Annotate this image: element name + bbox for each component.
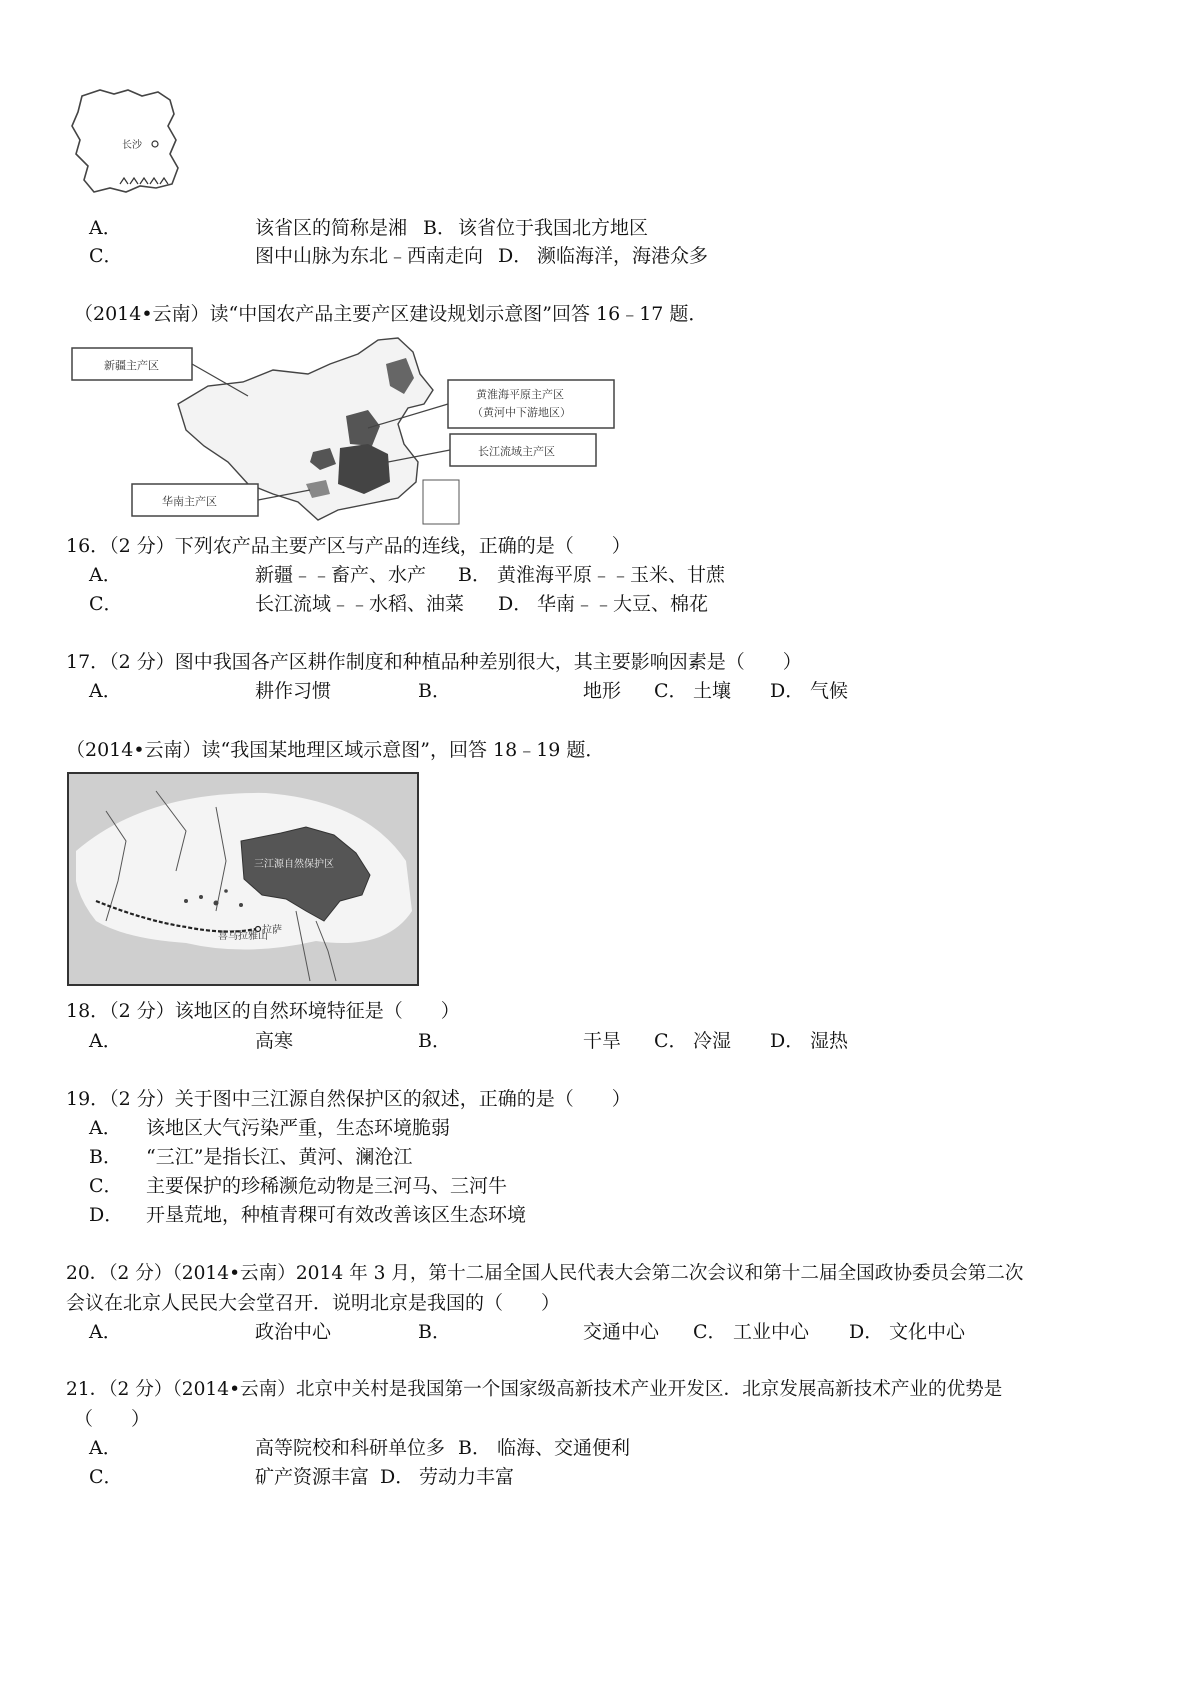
- q20-option-a-text: 政治中心: [255, 1321, 332, 1343]
- q16-option-b-letter: B．: [458, 564, 491, 586]
- q17-option-b-text: 地形: [583, 680, 622, 702]
- q20-stem-line2: 会议在北京人民民大会堂召开．说明北京是我国的（ ）: [66, 1292, 561, 1314]
- figure-china-agri-map: [68, 334, 628, 526]
- q20-option-c-text: 工业中心: [733, 1321, 810, 1343]
- q18-option-d-letter: D．: [770, 1030, 805, 1052]
- q16-option-d-text: 华南﹣﹣大豆、棉花: [537, 593, 709, 615]
- q21-option-b-text: 临海、交通便利: [497, 1437, 631, 1459]
- q15-option-b-text: 该省位于我国北方地区: [458, 217, 649, 239]
- q15-option-a-letter: A．: [89, 217, 122, 239]
- q21-option-d-letter: D．: [380, 1466, 415, 1488]
- q17-option-a-letter: A．: [89, 680, 122, 702]
- q20-option-a-letter: A．: [89, 1321, 122, 1343]
- q21-option-b-letter: B．: [458, 1437, 491, 1459]
- q20-option-c-letter: C．: [693, 1321, 727, 1343]
- label-changjiang: 长江流域主产区: [478, 445, 555, 458]
- q15-option-c-letter: C．: [89, 245, 123, 267]
- q16-option-c-letter: C．: [89, 593, 123, 615]
- q17-stem: 17．（2 分）图中我国各产区耕作制度和种植品种差别很大，其主要影响因素是（ ）: [66, 651, 802, 673]
- figure-tibet-map: [66, 771, 420, 987]
- q17-option-d-letter: D．: [770, 680, 805, 702]
- q21-option-a-letter: A．: [89, 1437, 122, 1459]
- q17-option-d-text: 气候: [810, 680, 849, 702]
- q18-option-a-text: 高寒: [255, 1030, 294, 1052]
- q16-option-b-text: 黄淮海平原﹣﹣玉米、甘蔗: [497, 564, 726, 586]
- q20-option-b-text: 交通中心: [583, 1321, 660, 1343]
- label-sanjiangyuan: 三江源自然保护区: [254, 859, 334, 870]
- q18-option-b-letter: B．: [418, 1030, 451, 1052]
- q21-option-c-letter: C．: [89, 1466, 123, 1488]
- label-huanan: 华南主产区: [162, 495, 217, 508]
- fig1-city-label: 长沙: [122, 140, 142, 151]
- q16-option-d-letter: D．: [498, 593, 533, 615]
- label-xinjiang: 新疆主产区: [104, 359, 159, 372]
- q18-option-c-text: 冷湿: [693, 1030, 732, 1052]
- label-himalaya: 喜马拉雅山: [218, 931, 268, 942]
- q19-option-d-letter: D．: [89, 1204, 124, 1226]
- q20-option-b-letter: B．: [418, 1321, 451, 1343]
- q21-stem-line1: 21．（2 分）（2014•云南）北京中关村是我国第一个国家级高新技术产业开发区．北京发展高新技术产业的优势是: [66, 1379, 1003, 1400]
- q21-option-d-text: 劳动力丰富: [419, 1466, 515, 1488]
- q17-option-c-text: 土壤: [693, 680, 732, 702]
- intro-16-17: （2014•云南）读“中国农产品主要产区建设规划示意图”回答 16﹣17 题．: [74, 303, 708, 325]
- figure-hunan-map: [70, 88, 190, 200]
- q20-option-d-letter: D．: [849, 1321, 884, 1343]
- q16-option-c-text: 长江流域﹣﹣水稻、油菜: [255, 593, 465, 615]
- label-lhasa: 拉萨: [262, 925, 282, 936]
- q15-option-c-text: 图中山脉为东北﹣西南走向: [255, 245, 484, 267]
- q15-option-b-letter: B．: [423, 217, 456, 239]
- q18-stem: 18．（2 分）该地区的自然环境特征是（ ）: [66, 1000, 460, 1022]
- q19-stem: 19．（2 分）关于图中三江源自然保护区的叙述，正确的是（ ）: [66, 1088, 631, 1110]
- q16-option-a-letter: A．: [89, 564, 122, 586]
- q19-option-a-letter: A．: [89, 1117, 122, 1139]
- q21-option-c-text: 矿产资源丰富: [255, 1466, 370, 1488]
- q19-option-c-letter: C．: [89, 1175, 123, 1197]
- q18-option-c-letter: C．: [654, 1030, 688, 1052]
- label-huanghuaihai: 黄淮海平原主产区: [476, 388, 564, 401]
- q15-option-a-text: 该省区的简称是湘: [255, 217, 408, 239]
- q19-option-d-text: 开垦荒地，种植青稞可有效改善该区生态环境: [146, 1204, 527, 1226]
- mountain-range-symbol: [120, 178, 168, 184]
- q19-option-c-text: 主要保护的珍稀濒危动物是三河马、三河牛: [146, 1175, 508, 1197]
- q19-option-b-text: “三江”是指长江、黄河、澜沧江: [146, 1146, 413, 1168]
- q20-option-d-text: 文化中心: [889, 1321, 966, 1343]
- q21-option-a-text: 高等院校和科研单位多: [255, 1437, 446, 1459]
- q16-stem: 16．（2 分）下列农产品主要产区与产品的连线，正确的是（ ）: [66, 535, 631, 557]
- label-huanghuaihai-sub: （黄河中下游地区）: [472, 406, 571, 419]
- q18-option-b-text: 干旱: [583, 1030, 622, 1052]
- q21-stem-line2: （ ）: [74, 1408, 151, 1430]
- q19-option-b-letter: B．: [89, 1146, 122, 1168]
- q18-option-d-text: 湿热: [810, 1030, 849, 1052]
- q20-stem-line1: 20．（2 分）（2014•云南）2014 年 3 月，第十二届全国人民代表大会第二次会议和第十二届全国政协委员会第二次: [66, 1263, 1024, 1284]
- q19-option-a-text: 该地区大气污染严重，生态环境脆弱: [146, 1117, 451, 1139]
- q18-option-a-letter: A．: [89, 1030, 122, 1052]
- q17-option-a-text: 耕作习惯: [255, 680, 332, 702]
- q16-option-a-text: 新疆﹣﹣畜产、水产: [255, 564, 427, 586]
- intro-18-19: （2014•云南）读“我国某地理区域示意图”，回答 18﹣19 题．: [66, 739, 605, 761]
- q17-option-b-letter: B．: [418, 680, 451, 702]
- q17-option-c-letter: C．: [654, 680, 688, 702]
- q15-option-d-text: 濒临海洋，海港众多: [537, 245, 709, 267]
- q15-option-d-letter: D．: [498, 245, 533, 267]
